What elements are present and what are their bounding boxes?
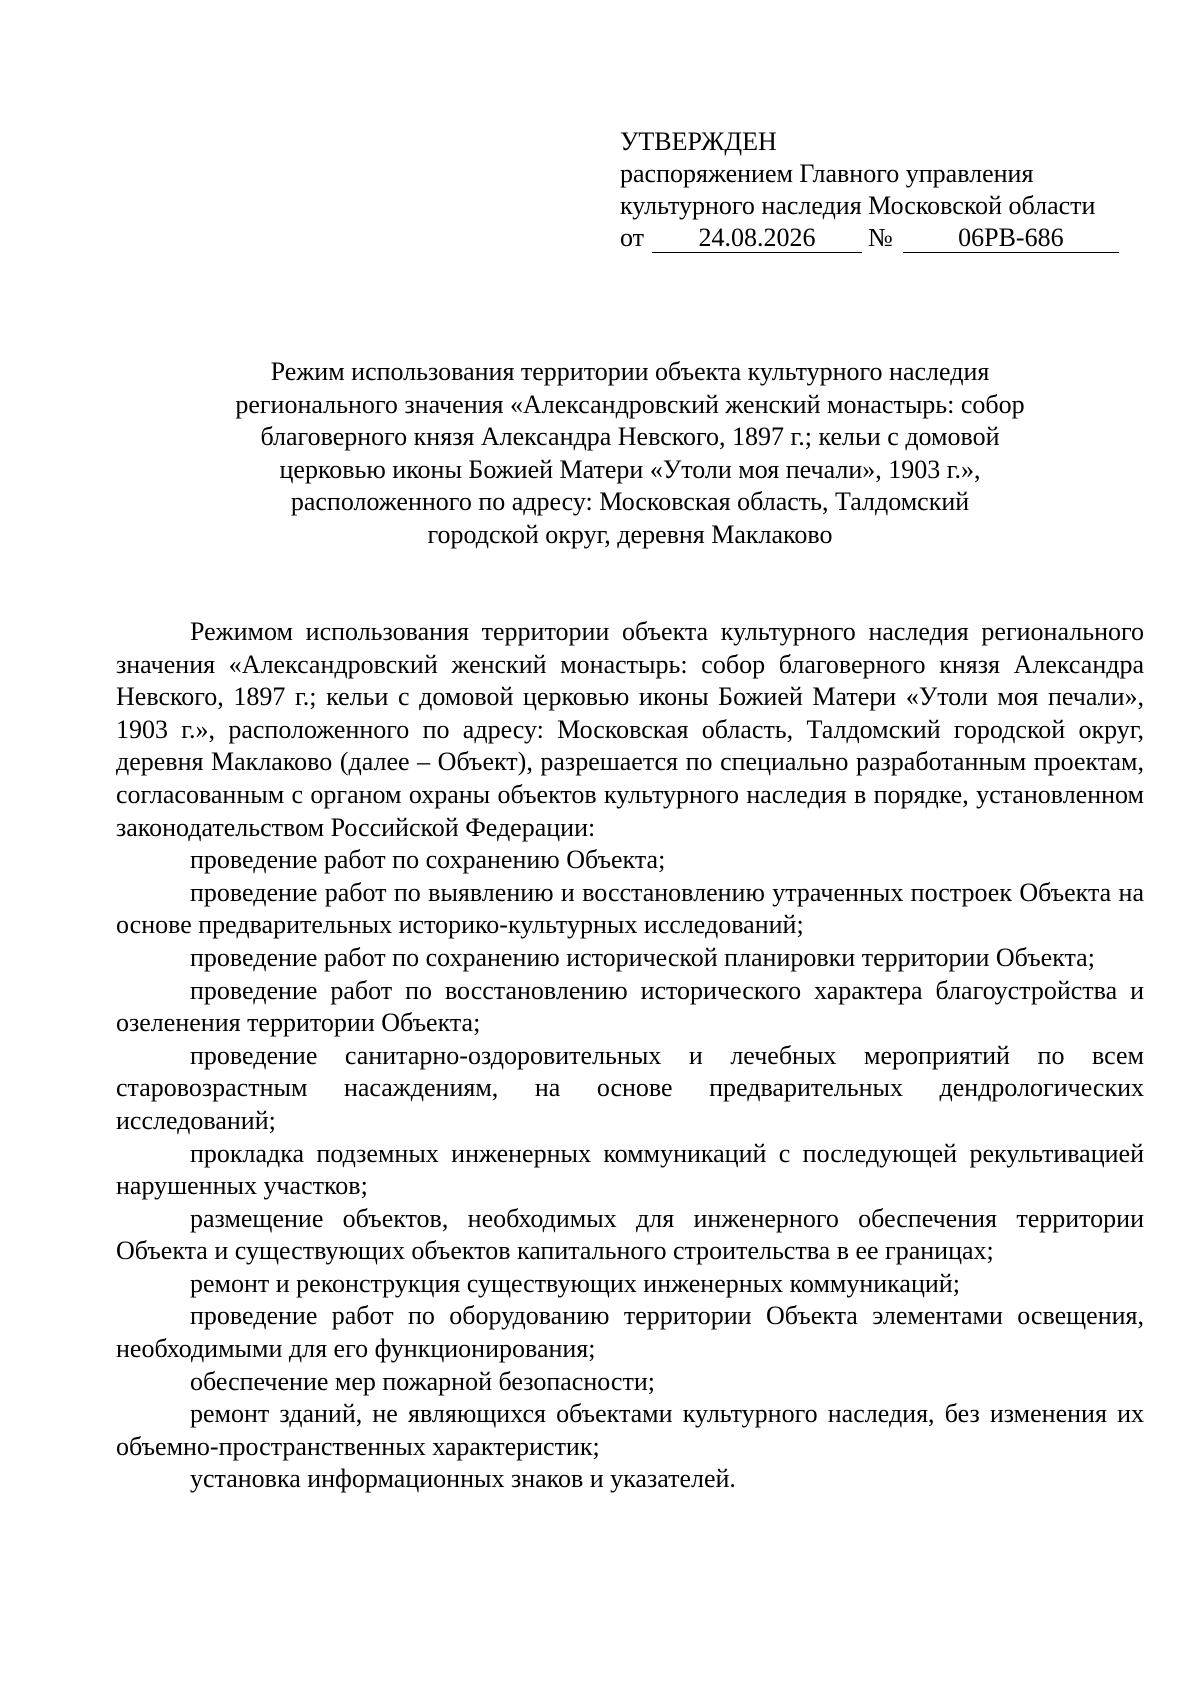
- title-line: городской округ, деревня Маклаково: [427, 519, 833, 549]
- list-item: проведение санитарно-оздоровительных и лечебных мероприятий по всем старовозрастным насаждениям, на основе предварительных дендрологических исследований;: [116, 1040, 1144, 1135]
- list-item: проведение работ по сохранению исторической планировки территории Объекта;: [190, 942, 1095, 972]
- approval-stamp: [620, 126, 1140, 254]
- list-item: установка информационных знаков и указателей.: [190, 1464, 736, 1494]
- date-prefix: от: [620, 223, 645, 252]
- title-line: регионального значения «Александровский женский монастырь: собор: [235, 389, 1025, 419]
- approval-line-2: культурного наследия Московской области: [620, 191, 1096, 220]
- approval-heading: УТВЕРЖДЕН: [620, 127, 777, 156]
- title-line: благоверного князя Александра Невского, 1897 г.; кельи с домовой: [260, 422, 1000, 451]
- list-item: проведение работ по восстановлению исторического характера благоустройства и озеленения территории Объекта;: [116, 975, 1144, 1038]
- list-item: ремонт зданий, не являющихся объектами культурного наследия, без изменения их объемно-пространственных характеристик;: [116, 1399, 1144, 1461]
- list-item: размещение объектов, необходимых для инженерного обеспечения территории Объекта и существующих объектов капитального строительства в ее границах;: [116, 1203, 1144, 1266]
- document-title: [150, 356, 1110, 551]
- list-item: обеспечение мер пожарной безопасности;: [190, 1366, 655, 1396]
- document-body: [116, 616, 1144, 1496]
- approval-date-line: [620, 222, 1140, 254]
- intro-paragraph: Режимом использования территории объекта культурного наследия регионального значения «Александровский женский монастырь: собор благоверного князя Александра Невского, 1897 г.; кельи с домовой церковью иконы Божией Матери «Утоли моя печали», 1903 г.», расположенного по адресу: Московская область, Талдомский городской округ, деревня Маклаково (далее – Объект), разрешается по специально разработанным проектам, согласованным с органом охраны объектов культурного наследия в порядке, установленном законодательством Российской Федерации:: [116, 617, 1144, 842]
- list-item: прокладка подземных инженерных коммуникаций с последующей рекультивацией нарушенных участков;: [116, 1138, 1144, 1201]
- approval-line-1: распоряжением Главного управления: [620, 159, 1034, 188]
- title-line: церковью иконы Божией Матери «Утоли моя печали», 1903 г.»,: [279, 454, 981, 484]
- list-item: проведение работ по сохранению Объекта;: [190, 845, 666, 875]
- approval-number: 06РВ-686: [903, 224, 1119, 253]
- title-line: расположенного по адресу: Московская область, Талдомский: [290, 487, 970, 516]
- number-sign: №: [868, 223, 893, 252]
- list-item: проведение работ по оборудованию территории Объекта элементами освещения, необходимыми для его функционирования;: [116, 1301, 1144, 1364]
- list-item: ремонт и реконструкция существующих инженерных коммуникаций;: [190, 1268, 960, 1298]
- list-item: проведение работ по выявлению и восстановлению утраченных построек Объекта на основе предварительных историко-культурных исследований;: [116, 877, 1144, 940]
- title-line: Режим использования территории объекта культурного наследия: [270, 357, 990, 386]
- approval-date: 24.08.2026: [652, 224, 862, 253]
